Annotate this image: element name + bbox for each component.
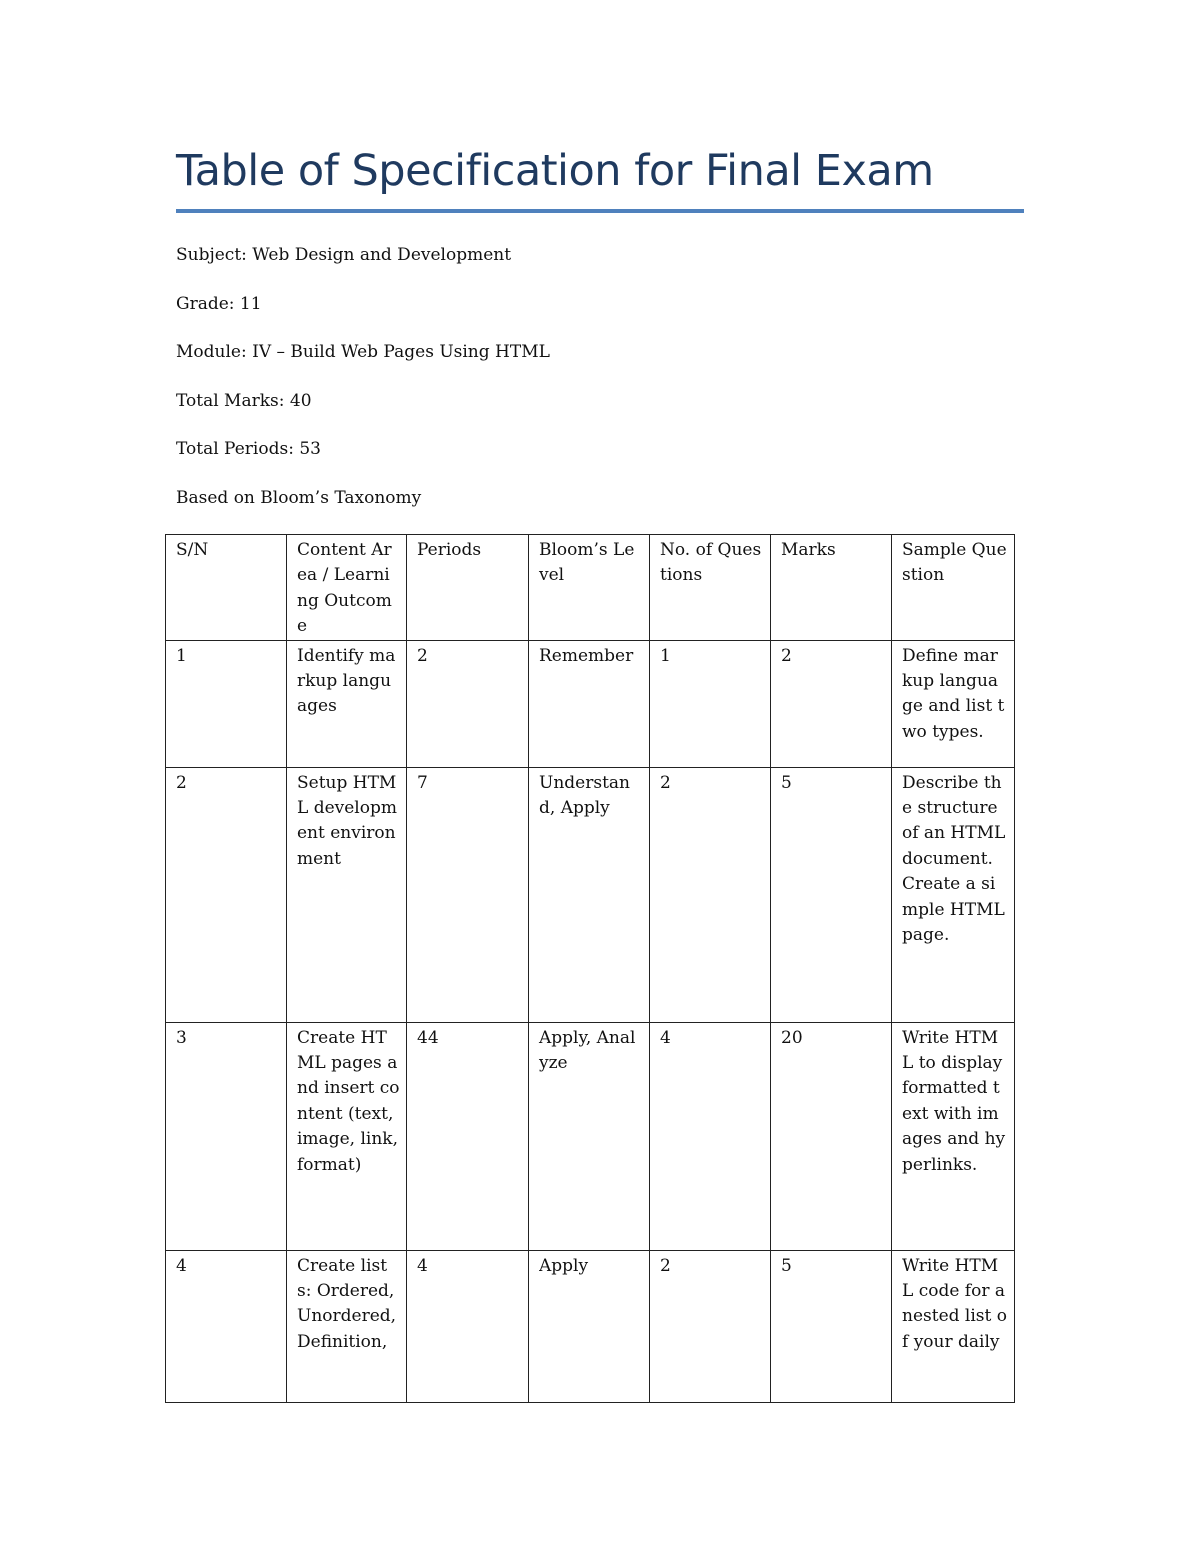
cell-no-of-questions: 2 (650, 767, 771, 1022)
table-row (166, 640, 1015, 767)
cell-blooms-level: Apply, Analyze (529, 1022, 650, 1250)
cell-periods: 44 (407, 1022, 529, 1250)
module-line: Module: IV – Build Web Pages Using HTML (176, 342, 550, 362)
header-content-area: Content Area / Learning Outcome (287, 535, 407, 641)
cell-no-of-questions (650, 1250, 771, 1402)
cell-text: Apply (539, 1255, 589, 1276)
cell-sample-question (892, 1250, 1015, 1402)
cell-text: 2 (660, 1255, 671, 1276)
page-title: Table of Specification for Final Exam (176, 146, 934, 196)
cell-periods: 2 (407, 640, 529, 767)
cell-text: 5 (781, 1255, 792, 1276)
cell-blooms-level: Remember (529, 640, 650, 767)
total-periods-line: Total Periods: 53 (176, 439, 321, 459)
cell-sn: 1 (166, 640, 287, 767)
cell-text: Create lists: Ordered, Unordered, Definition, (297, 1255, 397, 1352)
cell-marks: 5 (771, 767, 892, 1022)
cell-content-area: Create HTML pages and insert content (text, image, link, format) (287, 1022, 407, 1250)
cell-sample-question: Write HTML to display formatted text with images and hyperlinks. (892, 1022, 1015, 1250)
table-row (166, 767, 1015, 1022)
table-header-row (166, 535, 1015, 641)
total-marks-line: Total Marks: 40 (176, 391, 312, 411)
cell-marks: 20 (771, 1022, 892, 1250)
header-sn: S/N (166, 535, 287, 641)
cell-content-area (287, 1250, 407, 1402)
subject-line: Subject: Web Design and Development (176, 245, 512, 265)
header-marks: Marks (771, 535, 892, 641)
cell-content-area: Setup HTML development environment (287, 767, 407, 1022)
header-periods: Periods (407, 535, 529, 641)
cell-sn (166, 1250, 287, 1402)
cell-periods (407, 1250, 529, 1402)
cell-marks: 2 (771, 640, 892, 767)
cell-sample-question: Define markup language and list two types. (892, 640, 1015, 767)
cell-content-area: Identify markup languages (287, 640, 407, 767)
header-sample-question: Sample Question (892, 535, 1015, 641)
table-row (166, 1022, 1015, 1250)
cell-no-of-questions: 4 (650, 1022, 771, 1250)
cell-sn: 2 (166, 767, 287, 1022)
cell-no-of-questions: 1 (650, 640, 771, 767)
specification-table (165, 534, 1015, 1403)
basis-line: Based on Bloom’s Taxonomy (176, 488, 422, 508)
cell-sn: 3 (166, 1022, 287, 1250)
header-blooms-level: Bloom’s Level (529, 535, 650, 641)
cell-blooms-level: Understand, Apply (529, 767, 650, 1022)
cell-text: 4 (176, 1255, 187, 1276)
table-row (166, 1250, 1015, 1402)
cell-sample-question: Describe the structure of an HTML document. Create a simple HTML page. (892, 767, 1015, 1022)
title-underline (176, 209, 1024, 213)
cell-blooms-level (529, 1250, 650, 1402)
header-no-of-questions: No. of Questions (650, 535, 771, 641)
cell-text: 4 (417, 1255, 428, 1276)
cell-text: Write HTML code for a nested list of your daily (902, 1255, 1007, 1352)
cell-marks (771, 1250, 892, 1402)
grade-line: Grade: 11 (176, 294, 262, 314)
cell-periods: 7 (407, 767, 529, 1022)
